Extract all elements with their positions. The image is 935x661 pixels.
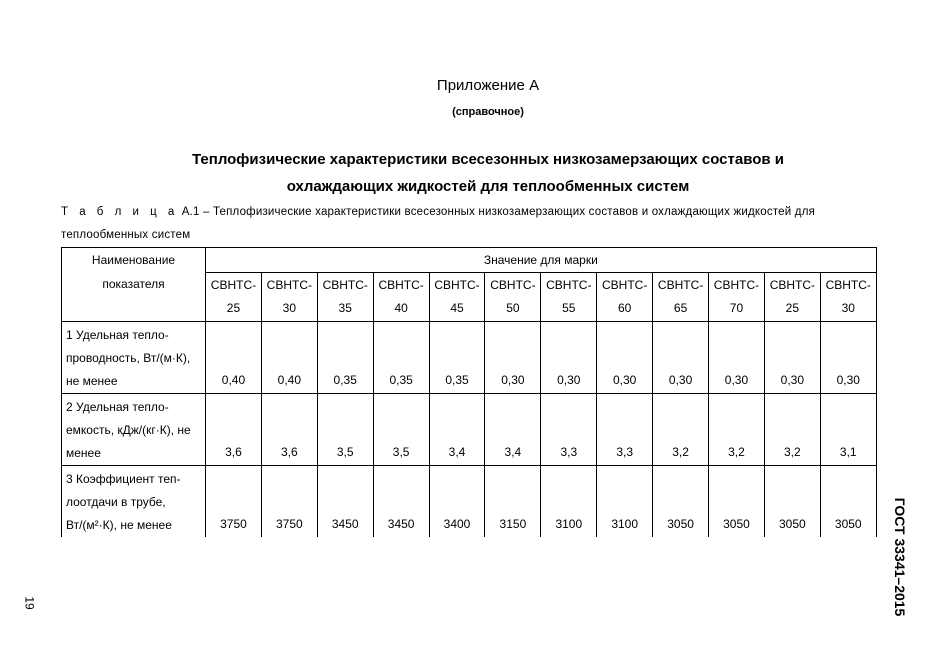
- value-cell: 3,3: [597, 394, 653, 466]
- brand-header: [653, 273, 709, 322]
- caption-text: А.1 – Теплофизические характеристики всесезонных низкозамерзающих составов и охлаждающих жидкостей для: [178, 206, 816, 218]
- value-cell: 3050: [820, 466, 876, 538]
- text-line: СВНТС-: [378, 278, 424, 292]
- text-line: 25: [785, 301, 800, 315]
- properties-table: [61, 247, 877, 537]
- value-cell: 0,35: [317, 322, 373, 394]
- text-line: СВНТС-: [210, 278, 257, 292]
- value-cell: 3450: [373, 466, 429, 538]
- indicator-name: [62, 322, 206, 394]
- text-line: СВНТС-: [322, 278, 368, 292]
- indicator-name: [62, 394, 206, 466]
- brand-header: [709, 273, 765, 322]
- text-line: СВНТС-: [490, 278, 536, 292]
- value-cell: 3,6: [261, 394, 317, 466]
- value-header: Значение для марки: [206, 248, 877, 273]
- text-line: СВНТС-: [266, 278, 312, 292]
- text-line: 25: [226, 301, 241, 315]
- value-cell: 3750: [261, 466, 317, 538]
- header-row-1: [62, 248, 877, 273]
- value-cell: 0,35: [373, 322, 429, 394]
- value-cell: 3,3: [541, 394, 597, 466]
- value-cell: 3,5: [317, 394, 373, 466]
- text-line: 45: [450, 301, 464, 315]
- value-cell: 3100: [597, 466, 653, 538]
- appendix-subtitle: (справочное): [452, 106, 524, 118]
- value-cell: 0,30: [709, 322, 765, 394]
- value-cell: 3450: [317, 466, 373, 538]
- text-line: 50: [506, 301, 520, 315]
- value-cell: 3050: [764, 466, 820, 538]
- brand-header: [597, 273, 653, 322]
- value-cell: 0,30: [541, 322, 597, 394]
- value-cell: 3100: [541, 466, 597, 538]
- brand-header: [485, 273, 541, 322]
- text-line: 70: [729, 301, 744, 315]
- value-cell: 3,2: [764, 394, 820, 466]
- text-line: СВНТС-: [769, 278, 816, 292]
- value-cell: 3,1: [820, 394, 876, 466]
- value-cell: 3,5: [373, 394, 429, 466]
- appendix-title: Приложение А: [436, 77, 540, 94]
- text-line: 60: [618, 301, 632, 315]
- text-line: 2 Удельная тепло-: [66, 400, 169, 414]
- text-line: Наименование: [91, 253, 176, 267]
- brand-header: [764, 273, 820, 322]
- text-line: 65: [673, 301, 688, 315]
- brand-header: [317, 273, 373, 322]
- table-row: [62, 394, 877, 466]
- text-line: СВНТС-: [825, 278, 871, 292]
- value-cell: 0,40: [206, 322, 262, 394]
- value-cell: 3,6: [206, 394, 262, 466]
- value-cell: 3,4: [485, 394, 541, 466]
- value-cell: 3050: [709, 466, 765, 538]
- table-caption-line-2: теплообменных систем: [61, 229, 191, 241]
- value-cell: 3150: [485, 466, 541, 538]
- brand-header: [429, 273, 485, 322]
- heading-line-2: охлаждающих жидкостей для теплообменных систем: [286, 178, 690, 195]
- text-line: 30: [841, 301, 855, 315]
- brand-header: [373, 273, 429, 322]
- text-line: 35: [338, 301, 352, 315]
- text-line: СВНТС-: [602, 278, 648, 292]
- standard-code: ГОСТ 33341–2015: [892, 497, 908, 617]
- text-line: показателя: [102, 277, 165, 291]
- value-cell: 0,30: [764, 322, 820, 394]
- caption-prefix: Т а б л и ц а: [61, 206, 179, 218]
- heading-line-1: Теплофизические характеристики всесезонных низкозамерзающих составов и: [192, 151, 784, 168]
- text-line: Вт/(м²·К), не менее: [66, 518, 172, 532]
- text-line: 30: [282, 301, 297, 315]
- text-line: 1 Удельная тепло-: [66, 328, 169, 342]
- value-cell: 0,30: [485, 322, 541, 394]
- value-cell: 0,30: [653, 322, 709, 394]
- value-cell: 3400: [429, 466, 485, 538]
- text-line: 3 Коэффициент теп-: [66, 472, 181, 486]
- indicator-name-header: [62, 248, 206, 322]
- text-line: менее: [66, 446, 101, 460]
- value-cell: 0,30: [597, 322, 653, 394]
- text-line: СВНТС-: [434, 278, 480, 292]
- value-cell: 3750: [206, 466, 262, 538]
- table-row: [62, 466, 877, 538]
- value-cell: 3,4: [429, 394, 485, 466]
- text-line: емкость, кДж/(кг·К), не: [66, 423, 191, 437]
- text-line: не менее: [66, 374, 118, 388]
- brand-header: [261, 273, 317, 322]
- value-cell: 3,2: [653, 394, 709, 466]
- table-caption-line-1: [61, 206, 876, 218]
- text-line: 40: [394, 301, 408, 315]
- value-cell: 3,2: [709, 394, 765, 466]
- table-row: [62, 322, 877, 394]
- text-line: СВНТС-: [657, 278, 704, 292]
- text-line: СВНТС-: [713, 278, 760, 292]
- value-cell: 0,40: [261, 322, 317, 394]
- text-line: СВНТС-: [546, 278, 592, 292]
- text-line: 55: [562, 301, 576, 315]
- brand-header: [206, 273, 262, 322]
- text-line: лоотдачи в трубе,: [66, 495, 166, 509]
- value-cell: 0,35: [429, 322, 485, 394]
- indicator-name: [62, 466, 206, 538]
- brand-header: [541, 273, 597, 322]
- page-number: 19: [22, 596, 37, 610]
- brand-header: [820, 273, 876, 322]
- value-cell: 0,30: [820, 322, 876, 394]
- text-line: проводность, Вт/(м·К),: [66, 351, 191, 365]
- value-cell: 3050: [653, 466, 709, 538]
